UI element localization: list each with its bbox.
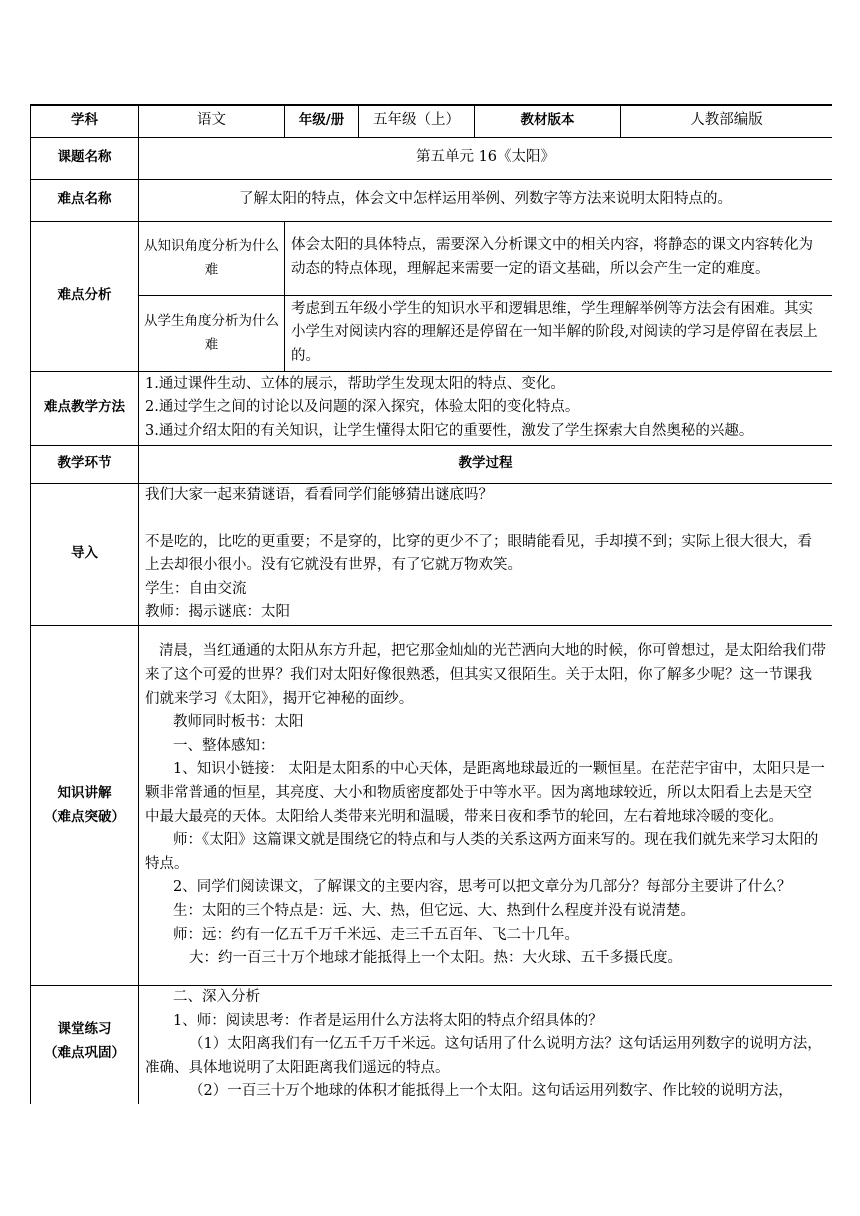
knowledge-angle-text: 体会太阳的具体特点，需要深入分析课文中的相关内容，将静态的课文内容转化为动态的特点体现，理解起来需要一定的语文基础，所以会产生一定的难度。 bbox=[285, 221, 833, 295]
student-angle-label: 从学生角度分析为什么难 bbox=[139, 295, 285, 371]
lecture-label-line1: 知识讲解 bbox=[57, 784, 112, 801]
intro-paragraph: 我们大家一起来猜谜语，看看同学们能够猜出谜底吗？ bbox=[145, 486, 493, 503]
grade-label: 年级/册 bbox=[285, 105, 359, 137]
teacher-line: 教师：揭示谜底：太阳 bbox=[145, 604, 290, 621]
practice-label-line1: 课堂练习 bbox=[57, 1021, 112, 1038]
analysis-label: 难点分析 bbox=[31, 221, 139, 371]
lecture-paragraph: 1、知识小链接： 太阳是太阳系的中心天体，是距离地球最近的一颗恒星。在茫茫宇宙中，太阳只是一颗非常普通的恒星，其亮度、大小和物质密度都处于中等水平。因为离地球较近，所以太阳看上去是天空中最大最亮的天体。太阳给人类带来光明和温暖，带来日夜和季节的轮回，左右着地球冷暖的变化。 bbox=[145, 761, 825, 825]
student-angle-text: 考虑到五年级小学生的知识水平和逻辑思维，学生理解举例等方法会有困难。其实小学生对阅读内容的理解还是停留在一知半解的阶段,对阅读的学习是停留在表层上的。 bbox=[285, 295, 833, 371]
lesson-title-label: 课题名称 bbox=[31, 137, 139, 179]
subject-label: 学科 bbox=[31, 105, 139, 137]
process-header: 教学过程 bbox=[139, 445, 833, 483]
knowledge-angle-label: 从知识角度分析为什么难 bbox=[139, 221, 285, 295]
method-item: 1.通过课件生动、立体的展示，帮助学生发现太阳的特点、变化。 bbox=[145, 375, 565, 392]
practice-content bbox=[139, 986, 833, 1104]
difficulty-label: 难点名称 bbox=[31, 179, 139, 221]
practice-paragraph: 二、深入分析 bbox=[173, 989, 260, 1006]
riddle-paragraph: 不是吃的，比吃的更重要；不是穿的，比穿的更少不了；眼睛能看见，手却摸不到；实际上很大很大，看上去却很小很小。没有它就没有世界，有了它就万物欢笑。 bbox=[145, 533, 812, 574]
practice-paragraph: （2）一百三十万个地球的体积才能抵得上一个太阳。这句话运用列数字、作比较的说明方法， bbox=[189, 1083, 793, 1100]
methods-label: 难点教学方法 bbox=[31, 371, 139, 445]
practice-paragraph: 1、师：阅读思考：作者是运用什么方法将太阳的特点介绍具体的？ bbox=[173, 1012, 603, 1029]
lesson-title-value: 第五单元 16《太阳》 bbox=[139, 137, 833, 179]
edition-value: 人教部编版 bbox=[621, 105, 833, 137]
intro-content bbox=[139, 483, 833, 626]
method-item: 2.通过学生之间的讨论以及问题的深入探究，体验太阳的变化特点。 bbox=[145, 399, 580, 416]
lecture-label bbox=[31, 626, 139, 986]
lecture-paragraph: 生：太阳的三个特点是：远、大、热，但它远、大、热到什么程度并没有说清楚。 bbox=[173, 902, 695, 919]
stage-header: 教学环节 bbox=[31, 445, 139, 483]
difficulty-value: 了解太阳的特点，体会文中怎样运用举例、列数字等方法来说明太阳特点的。 bbox=[139, 179, 833, 221]
lecture-label-line2: （难点突破） bbox=[44, 808, 125, 825]
methods-list bbox=[139, 371, 833, 445]
practice-label bbox=[31, 986, 139, 1104]
intro-label: 导入 bbox=[31, 483, 139, 626]
lecture-paragraph: 师：《太阳》这篇课文就是围绕它的特点和与人类的关系这两方面来写的。现在我们就先来学习太阳的特点。 bbox=[145, 832, 819, 872]
subject-value: 语文 bbox=[139, 105, 285, 137]
lecture-paragraph: 大：约一百三十万个地球才能抵得上一个太阳。热：大火球、五千多摄氏度。 bbox=[189, 950, 682, 967]
blank-line bbox=[145, 507, 826, 531]
practice-label-line2: （难点巩固） bbox=[44, 1044, 125, 1061]
practice-paragraph: （1）太阳离我们有一亿五千万千米远。这句话用了什么说明方法？这句话运用列数字的说明方法，准确、具体地说明了太阳距离我们遥远的特点。 bbox=[145, 1036, 822, 1076]
lecture-paragraph: 清晨，当红通通的太阳从东方升起，把它那金灿灿的光芒洒向大地的时候，你可曾想过，是太阳给我们带来了这个可爱的世界？我们对太阳好像很熟悉，但其实又很陌生。关于太阳，你了解多少呢？这一节课我们就来学习《太阳》，揭开它神秘的面纱。 bbox=[145, 643, 826, 707]
student-line: 学生：自由交流 bbox=[145, 580, 247, 597]
lesson-plan-table bbox=[30, 104, 832, 1104]
lecture-content bbox=[139, 626, 833, 986]
grade-value: 五年级（上） bbox=[359, 105, 475, 137]
lecture-paragraph: 师：远：约有一亿五千万千米远、走三千五百年、飞二十几年。 bbox=[173, 926, 579, 943]
lecture-paragraph: 2、同学们阅读课文，了解课文的主要内容，思考可以把文章分为几部分？每部分主要讲了什么？ bbox=[173, 879, 792, 896]
edition-label: 教材版本 bbox=[475, 105, 621, 137]
lecture-paragraph: 一、整体感知： bbox=[173, 737, 275, 754]
method-item: 3.通过介绍太阳的有关知识，让学生懂得太阳它的重要性，激发了学生探索大自然奥秘的兴趣。 bbox=[145, 422, 754, 439]
lecture-paragraph: 教师同时板书：太阳 bbox=[173, 714, 304, 731]
